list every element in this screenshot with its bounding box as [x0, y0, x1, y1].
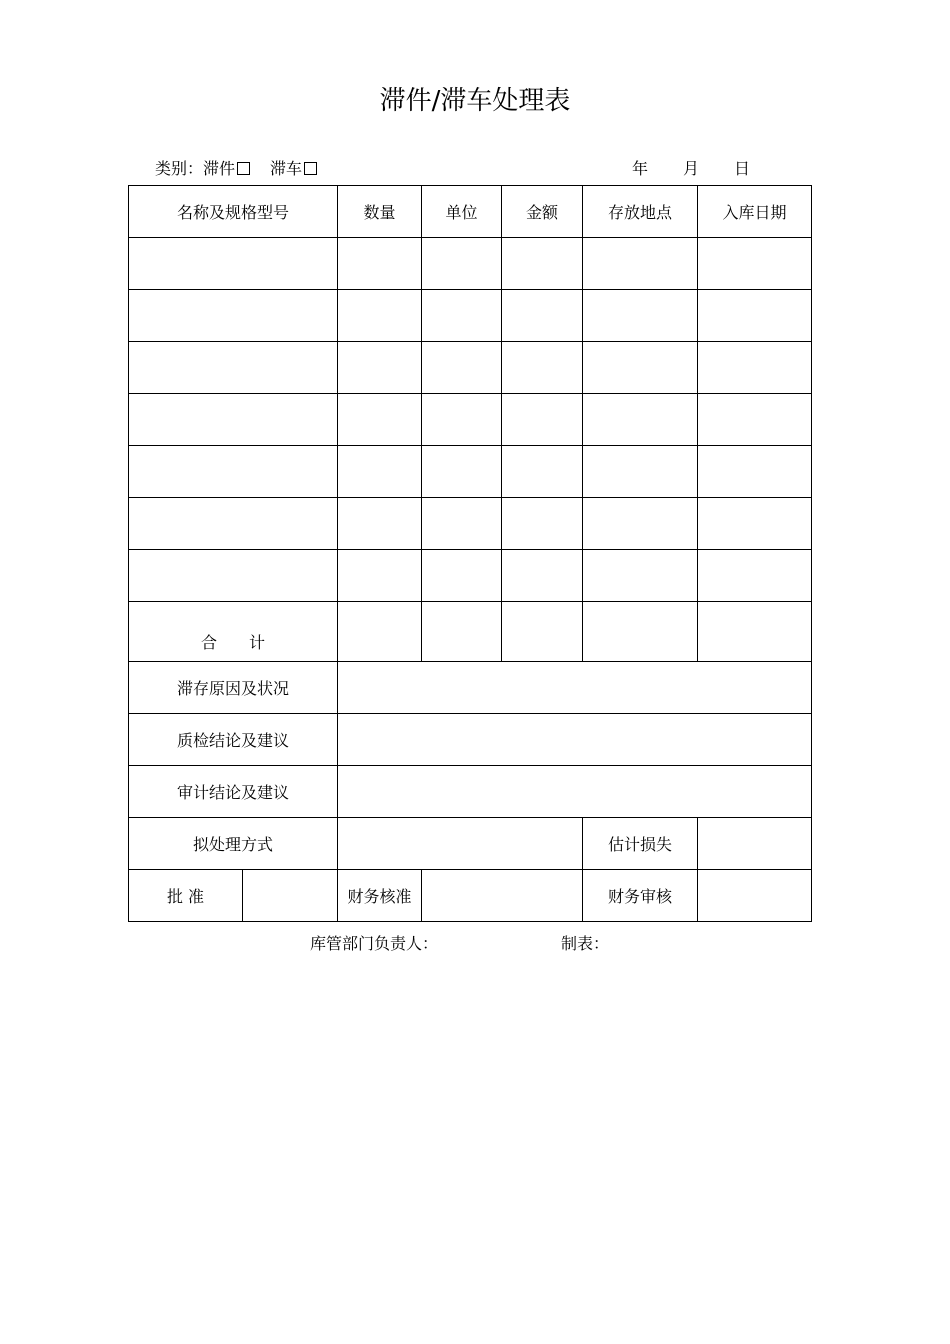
- warehouse-head-label: 库管部门负责人：: [310, 934, 439, 953]
- parts-checkbox[interactable]: [237, 162, 250, 175]
- table-row[interactable]: [129, 394, 812, 446]
- table-row[interactable]: [129, 446, 812, 498]
- vehicle-checkbox[interactable]: [304, 162, 317, 175]
- audit-conclusion-label: 审计结论及建议: [129, 766, 338, 818]
- qc-row: [129, 714, 812, 766]
- stock-reason-label: 滞存原因及状况: [129, 662, 338, 714]
- form-title: 滞件/滞车处理表: [379, 86, 571, 116]
- header-unit: 单位: [422, 186, 502, 238]
- header-location: 存放地点: [583, 186, 698, 238]
- date-day-label: 日: [734, 159, 751, 178]
- header-quantity: 数量: [338, 186, 422, 238]
- handling-row: [129, 818, 812, 870]
- estimated-loss-label: 估计损失: [583, 818, 698, 870]
- header-amount: 金额: [502, 186, 583, 238]
- category-option-vehicle: 滞车: [270, 159, 303, 178]
- finance-review-label: 财务审核: [583, 870, 698, 922]
- qc-conclusion-field[interactable]: [338, 714, 812, 766]
- date-year-label: 年: [632, 159, 649, 178]
- header-entry-date: 入库日期: [698, 186, 812, 238]
- category-option-parts: 滞件: [203, 159, 236, 178]
- audit-row: [129, 766, 812, 818]
- stock-reason-field[interactable]: [338, 662, 812, 714]
- header-row: [129, 186, 812, 238]
- finance-check-field[interactable]: [422, 870, 583, 922]
- estimated-loss-field[interactable]: [698, 818, 812, 870]
- table-row[interactable]: [129, 290, 812, 342]
- prepared-by-label: 制表：: [561, 934, 610, 953]
- proposed-handling-field[interactable]: [338, 818, 583, 870]
- stock-reason-row: [129, 662, 812, 714]
- table-row[interactable]: [129, 498, 812, 550]
- finance-check-label: 财务核准: [338, 870, 422, 922]
- header-name-spec: 名称及规格型号: [129, 186, 338, 238]
- table-row[interactable]: [129, 342, 812, 394]
- approval-row: [129, 870, 812, 922]
- approve-field[interactable]: [243, 870, 338, 922]
- total-label: 合 计: [129, 602, 338, 662]
- approve-label: 批 准: [129, 870, 243, 922]
- disposal-table: [128, 185, 812, 922]
- category-label: 类别：: [155, 159, 204, 178]
- total-row: [129, 602, 812, 662]
- audit-conclusion-field[interactable]: [338, 766, 812, 818]
- table-row[interactable]: [129, 238, 812, 290]
- proposed-handling-label: 拟处理方式: [129, 818, 338, 870]
- category-line: [155, 156, 321, 179]
- date-month-label: 月: [683, 159, 700, 178]
- table-row[interactable]: [129, 550, 812, 602]
- qc-conclusion-label: 质检结论及建议: [129, 714, 338, 766]
- finance-review-field[interactable]: [698, 870, 812, 922]
